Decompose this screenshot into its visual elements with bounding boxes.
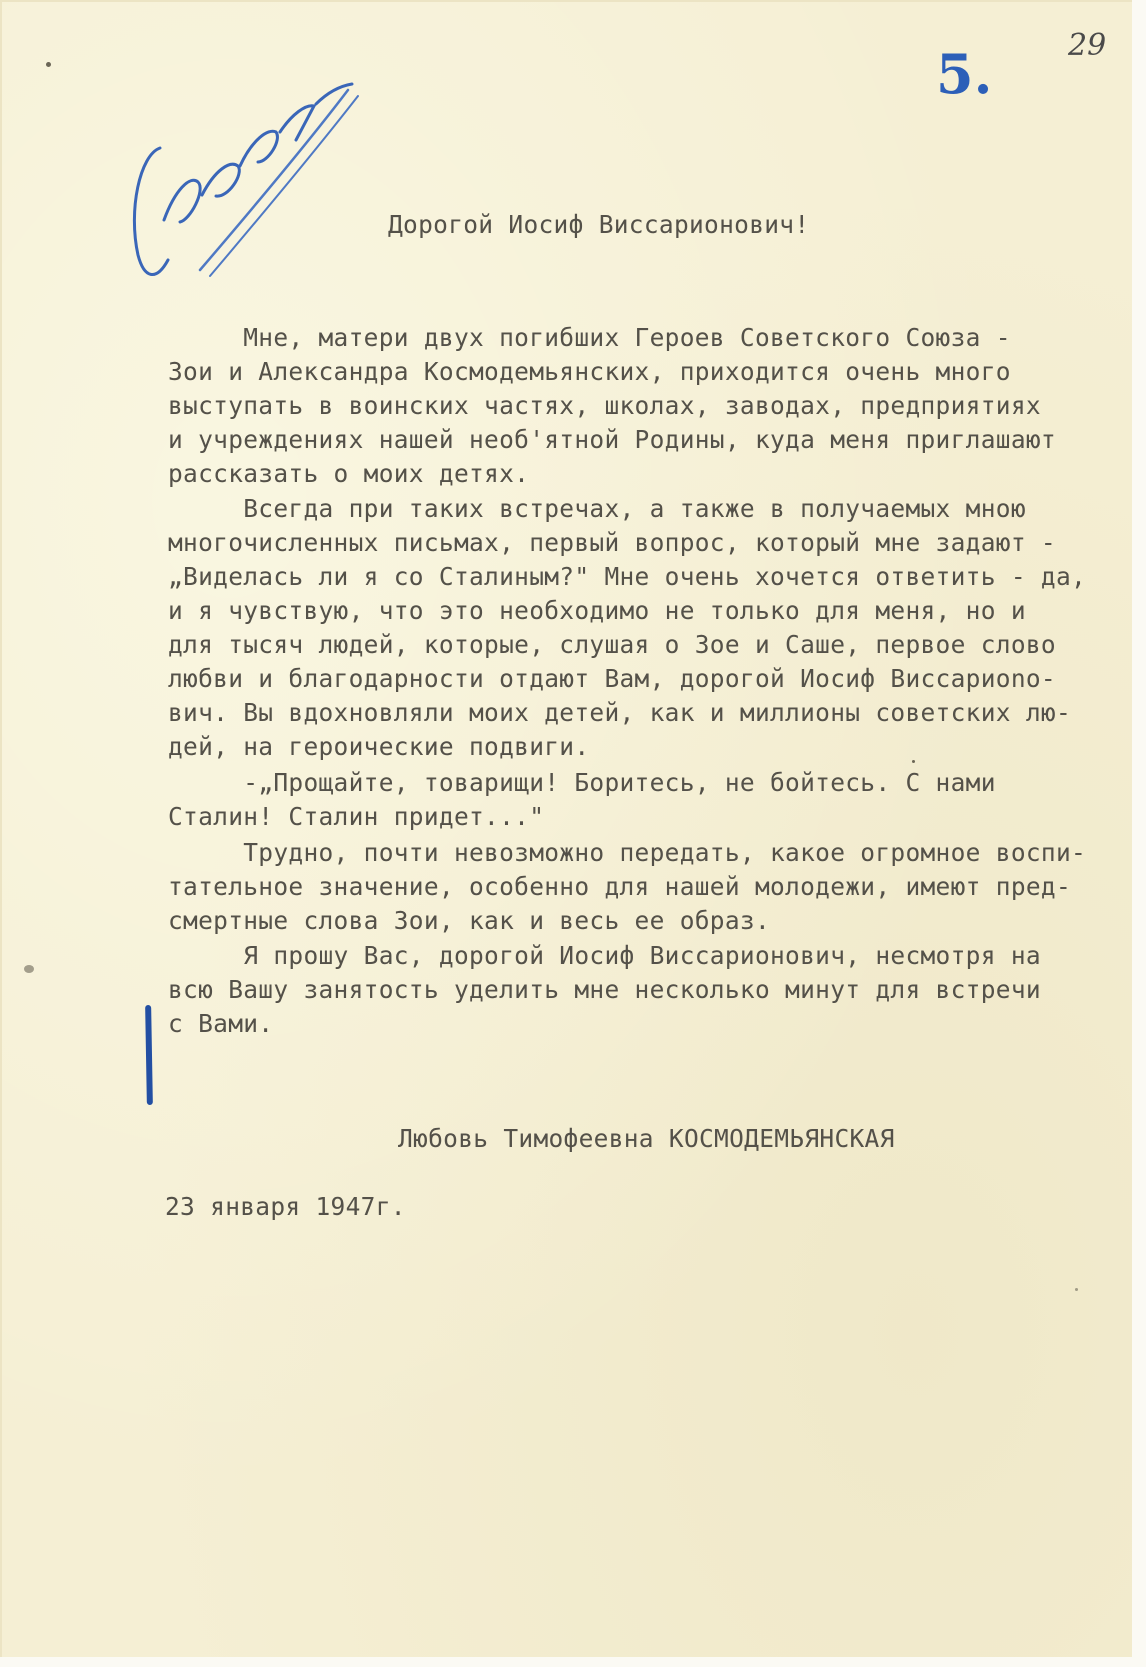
paper-speck <box>1075 1288 1078 1291</box>
signature: Любовь Тимофеевна КОСМОДЕМЬЯНСКАЯ <box>398 1124 895 1153</box>
paper-speck <box>912 760 915 763</box>
page-number: 29 <box>1068 28 1107 63</box>
letter-line-14: -„Прощайте, товарищи! Боритесь, не бойтесь. С нами <box>168 768 996 797</box>
letter-date: 23 января 1947г. <box>165 1192 406 1221</box>
page-edge-bottom <box>0 1657 1146 1667</box>
folio-mark: 5. <box>936 42 993 106</box>
paper-speck <box>24 965 34 973</box>
letter-line-6: Всегда при таких встречах, а также в получаемых мною <box>168 494 1026 523</box>
letter-line-3: выступать в воинских частях, школах, заводах, предприятиях <box>168 391 1041 420</box>
letter-line-10: для тысяч людей, которые, слушая о Зое и Саше, первое слово <box>168 630 1056 659</box>
letter-line-20: всю Вашу занятость уделить мне несколько минут для встречи <box>168 975 1041 1004</box>
salutation: Дорогой Иосиф Виссарионович! <box>388 210 810 239</box>
letter-line-9: и я чувствую, что это необходимо не только для меня, но и <box>168 596 1026 625</box>
letter-line-12: вич. Вы вдохновляли моих детей, как и миллионы советских лю- <box>168 698 1072 727</box>
letter-line-1: Мне, матери двух погибших Героев Советского Союза - <box>168 323 1011 352</box>
margin-mark <box>145 1005 153 1105</box>
letter-line-18: смертные слова Зои, как и весь ее образ. <box>168 906 771 935</box>
letter-line-7: многочисленных письмах, первый вопрос, который мне задают - <box>168 528 1056 557</box>
letter-line-13: дей, на героические подвиги. <box>168 732 590 761</box>
letter-line-8: „Виделась ли я со Сталиным?" Мне очень хочется ответить - да, <box>168 562 1087 591</box>
letter-line-2: Зои и Александра Космодемьянских, приходится очень много <box>168 357 1011 386</box>
handwritten-annotation <box>120 70 380 300</box>
page-edge-right <box>1132 0 1146 1667</box>
letter-line-17: тательное значение, особенно для нашей молодежи, имеют пред- <box>168 872 1072 901</box>
letter-line-4: и учреждениях нашей необ'ятной Родины, куда меня приглашают <box>168 425 1056 454</box>
letter-line-16: Трудно, почти невозможно передать, какое огромное воспи- <box>168 838 1087 867</box>
letter-line-11: любви и благодарности отдают Вам, дорогой Иосиф Виссариono- <box>168 664 1056 693</box>
letter-line-5: рассказать о моих детях. <box>168 459 530 488</box>
letter-line-19: Я прошу Вас, дорогой Иосиф Виссарионович, несмотря на <box>168 941 1041 970</box>
letter-line-15: Сталин! Сталин придет..." <box>168 802 545 831</box>
paper-speck <box>46 62 51 67</box>
letter-line-21: с Вами. <box>168 1009 274 1038</box>
